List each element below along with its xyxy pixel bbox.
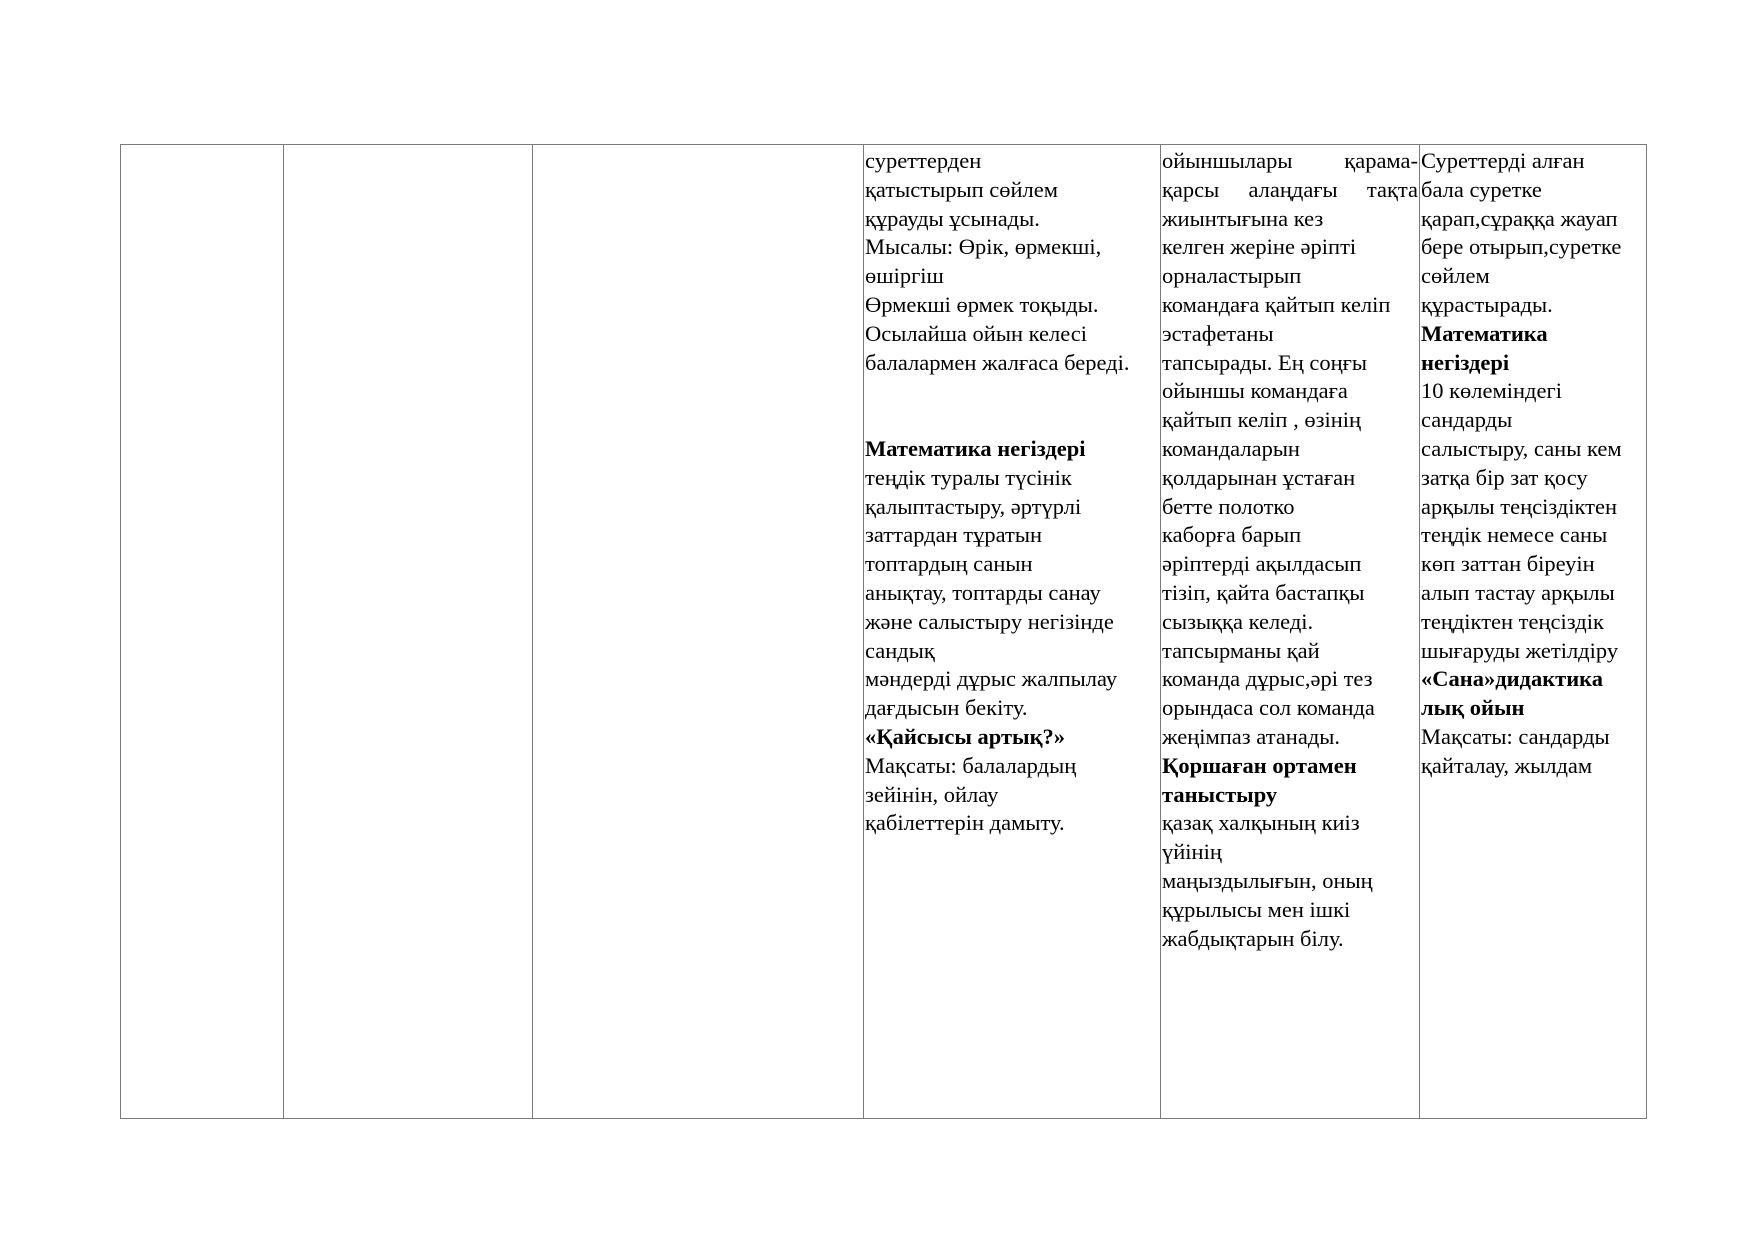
cell-col-2 [284,145,533,1119]
cell-text-line: Мақсаты: сандарды [1421,723,1610,749]
cell-text-line: ойыншы командаға [1162,378,1348,404]
cell-text-line: қайталау, жылдам [1421,752,1593,778]
cell-text-line [865,377,1159,406]
cell-col-3 [533,145,864,1119]
cell-text-line: сандық [865,637,935,663]
cell-text-line: мәндерді дұрыс жалпылау [865,666,1118,692]
cell-text-line: шығаруды жетілдіру [1421,637,1619,663]
cell-text-line: өшіргіш [865,263,944,289]
cell-text-line: салыстыру, саны кем [1421,435,1622,461]
cell-col-6 [1420,145,1647,1119]
cell-text-line: әріптерді ақылдасып [1162,551,1362,577]
cell-text-line: Мақсаты: балалардың [865,752,1077,778]
cell-text-line: теңдік туралы түсінік [865,464,1072,490]
cell-heading-line: «Сана»дидактика [1421,666,1604,692]
cell-text-line: анықтау, топтарды санау [865,579,1101,605]
cell-heading-line: Қоршаған ортамен [1162,752,1357,778]
cell-text-line: қарап,сұраққа жауап [1421,205,1618,231]
cell-text-line: үйінің [1162,839,1222,865]
cell-text-line: қолдарынан ұстаған [1162,464,1356,490]
cell-text-line: құрауды ұсынады. [865,205,1040,231]
table-row [121,145,1647,1119]
cell-text-line: сөйлем [1421,263,1490,289]
cell-text-line: көп заттан біреуін [1421,551,1595,577]
cell-text-line: балалармен жалғаса береді. [865,349,1130,375]
cell-text-line: ойыншылары қарама- [1162,148,1418,173]
cell-text-line: дағдысын бекіту. [865,695,1028,721]
cell-text-line: қарсы алаңдағы тақта [1162,176,1418,202]
cell-text-line: құрастырады. [1421,291,1553,317]
cell-heading-line: «Қайсысы артық?» [865,723,1066,749]
cell-text-line: орындаса сол команда [1162,695,1375,721]
cell-text-line: сызыққа келеді. [1162,608,1314,634]
cell-text-line: алып тастау арқылы [1421,579,1615,605]
cell-text-line: тізіп, қайта бастапқы [1162,579,1365,605]
cell-text-line [865,406,1159,435]
cell-text-line: Суреттерді алған [1421,148,1585,173]
cell-text-line: заттардан тұратын [865,522,1043,548]
cell-heading-line: негіздері [1421,349,1510,375]
cell-text-line: қалыптастыру, әртүрлі [865,493,1082,519]
cell-text-line: каборға барып [1162,522,1302,548]
cell-text-line: Мысалы: Өрік, өрмекші, [865,234,1102,260]
cell-col-1 [121,145,284,1119]
cell-text-line: сандарды [1421,407,1513,433]
plan-table [120,144,1647,1119]
cell-text-line: тапсырманы қай [1162,637,1320,663]
cell-text-line: команда дұрыс,әрі тез [1162,666,1373,692]
cell-text-line: затқа бір зат қосу [1421,464,1588,490]
cell-heading-line: таныстыру [1162,781,1278,807]
cell-text-line: қатыстырып сөйлем [865,176,1058,202]
cell-heading-line: Математика негіздері [865,435,1086,461]
cell-text-line: бетте полотко [1162,493,1295,519]
cell-text-line: Өрмекші өрмек тоқыды. [865,291,1099,317]
cell-col-5 [1161,145,1420,1119]
cell-text-line: орналастырып [1162,263,1302,289]
cell-text-line: және салыстыру негізінде [865,608,1114,634]
cell-text-line: қабілеттерін дамыту. [865,810,1065,836]
cell-text-line: суреттерден [865,148,982,173]
cell-text-line: жеңімпаз атанады. [1162,723,1341,749]
cell-text-line: Осылайша ойын келесі [865,320,1087,346]
cell-heading-line: лық ойын [1421,695,1525,721]
cell-text-line: жабдықтарын білу. [1162,925,1344,951]
cell-text-line: теңдік немесе саны [1421,522,1608,548]
cell-text-line: топтардың санын [865,551,1033,577]
cell-text-line: зейінін, ойлау [865,781,999,807]
cell-heading-line: Математика [1421,320,1548,346]
cell-text-line: командаға қайтып келіп [1162,291,1391,317]
cell-text-line: қазақ халқының киіз [1162,810,1360,836]
cell-text-line: тапсырады. Ең соңғы [1162,349,1368,375]
cell-text-line: арқылы теңсіздіктен [1421,493,1618,519]
cell-col-4 [864,145,1161,1119]
cell-text-line: жиынтығына кез [1162,205,1324,231]
cell-text-line: құрылысы мен ішкі [1162,896,1351,922]
cell-text-line: бере отырып,суретке [1421,234,1622,260]
cell-text-line: маңыздылығын, оның [1162,867,1373,893]
cell-text-line: келген жеріне әріпті [1162,234,1357,260]
cell-text-line: 10 көлеміндегі [1421,378,1562,404]
cell-text-line: эстафетаны [1162,320,1274,346]
cell-text-line: командаларын [1162,435,1300,461]
cell-text-line: бала суретке [1421,176,1542,202]
cell-text-line: қайтып келіп , өзінің [1162,407,1362,433]
cell-text-line: теңдіктен теңсіздік [1421,608,1604,634]
